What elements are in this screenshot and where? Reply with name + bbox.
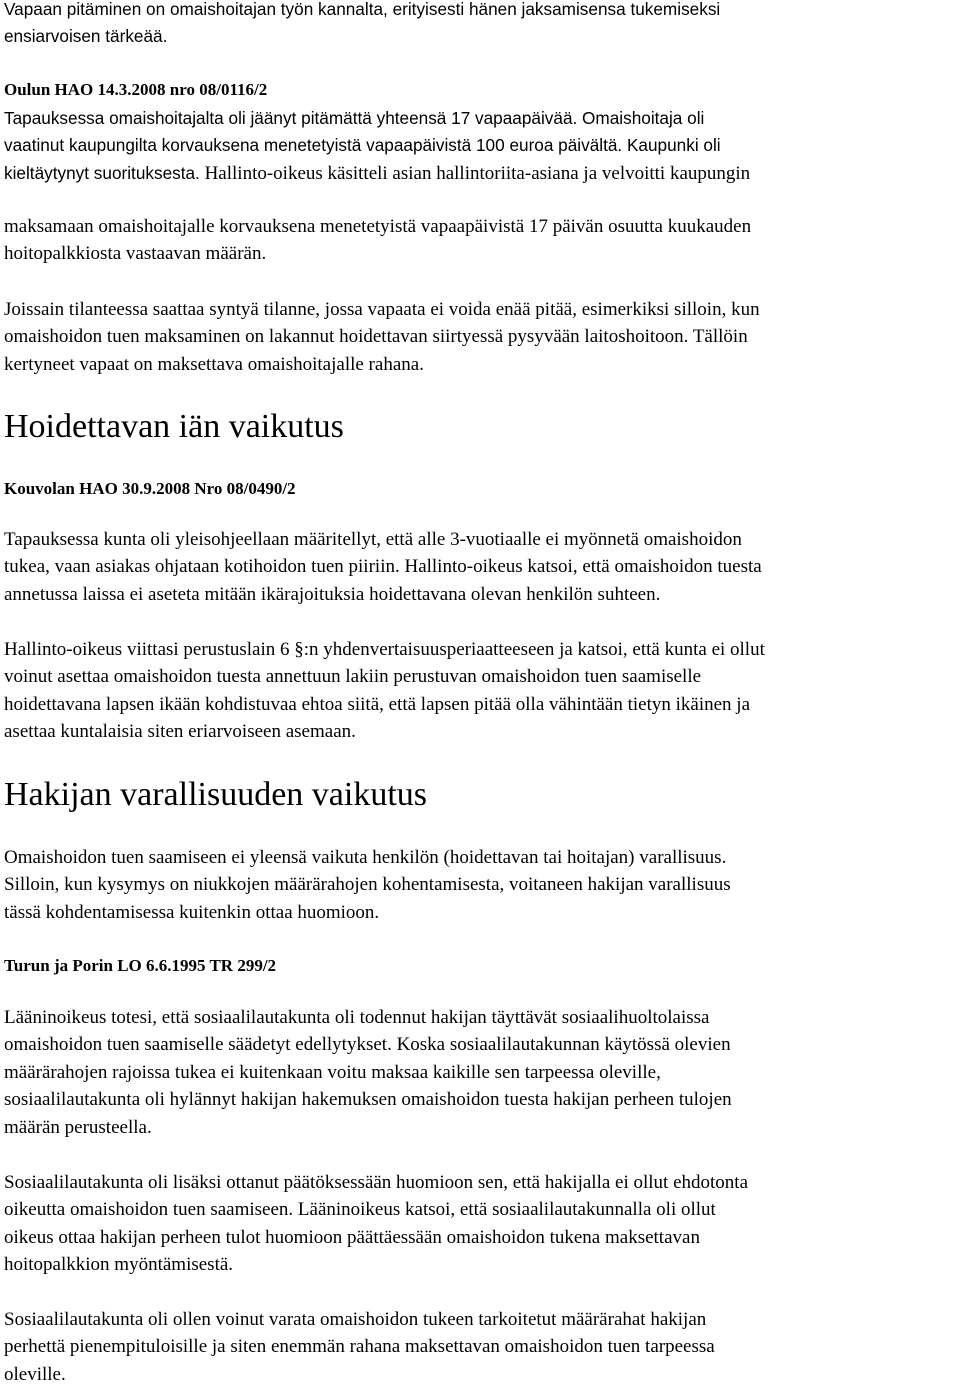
turku-line: määrärahojen rajoissa tukea ei kuitenkaan voitu maksaa kaikille sen tarpeessa oleville, [4, 1061, 661, 1083]
turku-final-paragraph [4, 1306, 715, 1388]
case-reference-turku: Turun ja Porin LO 6.6.1995 TR 299/2 [4, 956, 277, 975]
oulu-line-part: kieltäytynyt suorituksesta. [4, 162, 200, 183]
reasoning-line: voinut asettaa omaishoidon tuesta annettuun lakiin perustuvan omaishoidon tuen saamiselle [4, 666, 702, 688]
turku-line: määrän perusteella. [4, 1116, 152, 1138]
oulu-line: vaatinut kaupungilta korvauksena menetetyistä vapaapäivistä 100 euroa päivältä. Kaupunki oli [4, 135, 721, 156]
turku-more-line: Sosiaalilautakunta oli lisäksi ottanut päätöksessään huomioon sen, että hakijalla ei ollut ehdotonta [4, 1172, 749, 1193]
oulu-case-paragraph [4, 105, 750, 187]
oulu-line-part: Hallinto-oikeus käsitteli asian hallintoriita-asiana ja velvoitti kaupungin [199, 162, 751, 184]
kouvola-line: Tapauksessa kunta oli yleisohjeellaan määritellyt, että alle 3-vuotiaalle ei myönnetä omaishoidon [4, 529, 742, 550]
turku-line: omaishoidon tuen saamiselle säädetyt edellytykset. Koska sosiaalilautakunnan käytössä olevien [4, 1034, 731, 1056]
intro-line: ensiarvoisen tärkeää. [4, 26, 168, 47]
intro-paragraph [4, 0, 720, 51]
reasoning-line: asettaa kuntalaisia siten eriarvoiseen asemaan. [4, 721, 356, 743]
heading-wealth: Hakijan varallisuuden vaikutus [4, 776, 428, 813]
turku-final-line: oleville. [4, 1363, 66, 1385]
wealth-line: Omaishoidon tuen saamiseen ei yleensä vaikuta henkilön (hoidettavan tai hoitajan) varallisuus. [4, 847, 727, 868]
turku-line: sosiaalilautakunta oli hylännyt hakijan hakemuksen omaishoidon tuesta hakijan perheen tulojen [4, 1089, 732, 1111]
oulu-line: Tapauksessa omaishoitajalta oli jäänyt pitämättä yhteensä 17 vapaapäivää. Omaishoitaja oli [4, 108, 705, 128]
turku-more-line: oikeus ottaa hakijan perheen tulot huomioon päättäessään omaishoidon tukena maksettavan [4, 1226, 700, 1248]
turku-more-line: hoitopalkkion myöntämisestä. [4, 1254, 234, 1276]
turku-final-line: perhettä pienempituloisille ja siten enemmän rahana maksettavan omaishoidon tuen tarpeessa [4, 1336, 715, 1358]
wealth-line: tässä kohdentamisessa kuitenkin ottaa huomioon. [4, 901, 380, 923]
kouvola-reasoning-paragraph [4, 636, 765, 746]
oulu-line: hoitopalkkiosta vastaavan määrän. [4, 243, 267, 265]
turku-more-paragraph [4, 1169, 748, 1279]
turku-more-line: oikeutta omaishoidon tuen saamiseen. Lääninoikeus katsoi, että sosiaalilautakunnalla oli ollut [4, 1199, 716, 1221]
case-reference-kouvola: Kouvolan HAO 30.9.2008 Nro 08/0490/2 [4, 479, 296, 498]
kouvola-case-paragraph [4, 526, 762, 608]
wealth-line: Silloin, kun kysymys on niukkojen määrärahojen kohentamisesta, voitaneen hakijan varallisuus [4, 874, 731, 896]
joissain-line: omaishoidon tuen maksaminen on lakannut hoidettavan siirtyessä pysyvään laitoshoitoon. Tällöin [4, 326, 748, 348]
reasoning-line: Hallinto-oikeus viittasi perustuslain 6 §:n yhdenvertaisuusperiaatteeseen ja katsoi, että kunta ei ollut [4, 639, 765, 660]
oulu-line [4, 160, 750, 187]
kouvola-line: tukea, vaan asiakas ohjataan kotihoidon tuen piiriin. Hallinto-oikeus katsoi, että omaishoidon tuesta [4, 556, 762, 578]
intro-line: Vapaan pitäminen on omaishoitajan työn kannalta, erityisesti hänen jaksamisensa tukemiseksi [4, 0, 721, 19]
heading-age: Hoidettavan iän vaikutus [4, 408, 344, 445]
joissain-paragraph [4, 296, 760, 378]
oulu-line: maksamaan omaishoitajalle korvauksena menetetyistä vapaapäivistä 17 päivän osuutta kuukauden [4, 216, 752, 237]
turku-line: Lääninoikeus totesi, että sosiaalilautakunta oli todennut hakijan täyttävät sosiaalihuoltolaissa [4, 1007, 710, 1028]
case-reference-oulu: Oulun HAO 14.3.2008 nro 08/0116/2 [4, 80, 268, 99]
reasoning-line: hoidettavana lapsen ikään kohdistuvaa ehtoa siitä, että lapsen pitää olla vähintään tietyn ikäinen ja [4, 693, 751, 715]
joissain-line: Joissain tilanteessa saattaa syntyä tilanne, jossa vapaata ei voida enää pitää, esimerkiksi silloin, kun [4, 299, 760, 320]
turku-case-paragraph [4, 1004, 732, 1141]
turku-final-line: Sosiaalilautakunta oli ollen voinut varata omaishoidon tukeen tarkoitetut määrärahat hakijan [4, 1309, 707, 1330]
joissain-line: kertyneet vapaat on maksettava omaishoitajalle rahana. [4, 353, 424, 375]
kouvola-line: annetussa laissa ei aseteta mitään ikärajoituksia hoidettavana olevan henkilön suhteen. [4, 583, 661, 605]
wealth-paragraph [4, 844, 731, 926]
oulu-case-continued [4, 213, 751, 268]
